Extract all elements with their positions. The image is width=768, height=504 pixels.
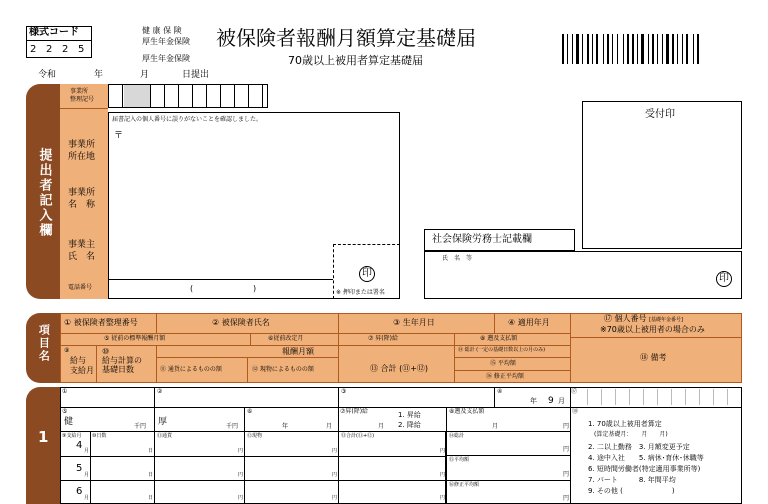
average-label: ⑮平均額 bbox=[449, 457, 470, 463]
month-col-label: ⑨支給月 bbox=[62, 433, 82, 439]
apply-year: 年 bbox=[530, 397, 537, 405]
phone-label: 電話番号 bbox=[68, 284, 93, 291]
col-average: ⑮ 平均額 bbox=[490, 360, 516, 367]
form-code-digit: 5 bbox=[78, 44, 85, 55]
col-currency: ⑪ 通貨によるものの額 bbox=[160, 366, 222, 373]
barcode-stripe bbox=[666, 34, 669, 64]
col-insured-name: ② 被保険者氏名 bbox=[212, 318, 270, 327]
retro-yen: 円 bbox=[563, 423, 570, 430]
barcode-stripe bbox=[607, 34, 609, 64]
form-code-digit: 2 bbox=[46, 44, 53, 55]
barcode-stripe bbox=[582, 34, 583, 64]
adjusted-average-label: ⑯修正平均額 bbox=[449, 482, 480, 488]
field-num-18: ⑱ bbox=[572, 408, 579, 415]
yen-unit: 円 bbox=[238, 472, 244, 478]
barcode-stripe bbox=[567, 34, 568, 64]
thousand-yen: 千円 bbox=[226, 423, 239, 430]
yen-unit: 円 bbox=[440, 472, 446, 478]
yen-unit: 円 bbox=[332, 448, 338, 454]
remark-line: 9. その他 ( ) bbox=[588, 487, 675, 495]
row-number: 1 bbox=[38, 428, 49, 446]
field-num-3: ③ bbox=[341, 388, 347, 395]
office-address-label: 事業所 所在地 bbox=[68, 140, 96, 162]
owner-name-label: 事業主 氏 名 bbox=[68, 240, 96, 262]
yen-unit: 円 bbox=[332, 472, 338, 478]
yen-unit: 円 bbox=[238, 448, 244, 454]
yen-unit: 円 bbox=[440, 495, 446, 501]
days-unit: 日 bbox=[148, 448, 154, 454]
days-col-label: ⑩日数 bbox=[92, 433, 107, 439]
columns-section-label: 項目名 bbox=[37, 324, 51, 363]
col-individual-number: ⑰ 個人番号 [基礎年金番号] bbox=[604, 314, 683, 323]
office-name-label: 事業所 名 称 bbox=[68, 188, 96, 210]
apply-month-value: 9 bbox=[548, 396, 554, 406]
date-year: 年 bbox=[94, 70, 104, 80]
field-num-6: ⑥ bbox=[247, 408, 253, 415]
barcode bbox=[562, 34, 742, 64]
health-label: 健 bbox=[64, 417, 74, 427]
days-unit: 日 bbox=[148, 495, 154, 501]
barcode-stripe bbox=[576, 34, 579, 64]
yen-unit: 円 bbox=[440, 448, 446, 454]
col-remarks: ⑱ 備考 bbox=[640, 353, 667, 362]
grand-total-label: ⑭総計 bbox=[449, 433, 465, 439]
col-grand-total: ⑭ 総計 (一定の基礎日数以上の月のみ) bbox=[458, 347, 546, 353]
remark-line: (算定基礎月： 月 月) bbox=[594, 431, 668, 438]
yen-unit: 円 bbox=[238, 495, 244, 501]
barcode-stripe bbox=[572, 34, 573, 64]
col-birth-date: ③ 生年月日 bbox=[393, 318, 435, 327]
month-value: 6 bbox=[76, 486, 83, 497]
remark-line: 2. 二以上勤務 3. 月額変更予定 bbox=[588, 443, 690, 451]
col-prev-revision: ⑥従前改定月 bbox=[268, 335, 304, 342]
apply-month: 月 bbox=[558, 397, 565, 405]
submitter-section-label: 提出者記入欄 bbox=[36, 148, 52, 238]
pension-label: 厚 bbox=[158, 417, 168, 427]
month-value: 4 bbox=[76, 440, 83, 451]
barcode-stripe bbox=[627, 34, 629, 64]
receipt-stamp-box bbox=[582, 101, 742, 249]
col-prev-standard: ⑤ 従前の標準報酬月額 bbox=[104, 335, 166, 342]
adjusted-average-yen: 円 bbox=[563, 495, 570, 502]
office-code-label: 事業所 整理記号 bbox=[70, 88, 95, 103]
barcode-stripe bbox=[657, 34, 658, 64]
raise-month: 月 bbox=[378, 423, 385, 430]
form-code-label: 様式コード bbox=[29, 27, 79, 38]
retro-month: 月 bbox=[492, 423, 499, 430]
col-pay-month: 給与 支給月 bbox=[70, 356, 94, 375]
barcode-stripe bbox=[693, 34, 694, 64]
monthly-grid bbox=[60, 431, 446, 504]
col-retro-pay: ⑧ 遡及支払額 bbox=[480, 335, 518, 342]
field-num-8: ⑧遡及支払額 bbox=[449, 408, 485, 415]
date-month: 月 bbox=[140, 70, 150, 80]
insurance-type-line: 厚生年金保険 bbox=[142, 54, 190, 63]
lower-option: 2. 降給 bbox=[398, 421, 421, 429]
barcode-stripe bbox=[697, 34, 699, 64]
remark-line: 7. パート 8. 年間平均 bbox=[588, 476, 676, 484]
barcode-stripe bbox=[612, 34, 613, 64]
barcode-stripe bbox=[632, 34, 634, 64]
date-era: 令和 bbox=[38, 70, 57, 80]
total-col-label: ⑬合計(⑪+⑫) bbox=[341, 433, 375, 439]
col-in-kind: ⑫ 現物によるものの額 bbox=[252, 366, 314, 373]
barcode-stripe bbox=[672, 34, 674, 64]
form-code-digit: 2 bbox=[30, 44, 37, 55]
barcode-stripe bbox=[617, 34, 618, 64]
average-yen: 円 bbox=[563, 471, 570, 478]
barcode-stripe bbox=[677, 34, 678, 64]
days-unit: 日 bbox=[148, 472, 154, 478]
col-pay-month-num: ⑨ bbox=[64, 347, 70, 354]
labor-consultant-seal: 印 bbox=[716, 271, 732, 287]
grand-total-yen: 円 bbox=[563, 446, 570, 453]
col-raise: ⑦ 昇(降)給 bbox=[368, 335, 398, 342]
barcode-stripe bbox=[682, 34, 683, 64]
field-num-17: ⑰ bbox=[571, 388, 578, 395]
seal-note: ※ 押印または署名 bbox=[336, 289, 385, 296]
thousand-yen: 千円 bbox=[134, 423, 147, 430]
barcode-stripe bbox=[652, 34, 654, 64]
phone-paren-open: ( bbox=[190, 284, 194, 293]
yen-unit: 円 bbox=[332, 495, 338, 501]
barcode-stripe bbox=[603, 34, 604, 64]
col-apply-month: ④ 適用年月 bbox=[508, 318, 550, 327]
phone-paren-close: ) bbox=[253, 284, 257, 293]
barcode-stripe bbox=[648, 34, 649, 64]
remark-line: 4. 途中入社 5. 病休･育休･休職等 bbox=[588, 454, 704, 462]
individual-number-boxes bbox=[574, 389, 738, 405]
month-unit: 月 bbox=[84, 472, 90, 478]
month-unit: 月 bbox=[84, 495, 90, 501]
col-adjusted-average: ⑯ 修正平均額 bbox=[486, 373, 524, 380]
field-num-7: ⑦昇(降)給 bbox=[340, 408, 369, 415]
barcode-stripe bbox=[562, 34, 564, 64]
col-base-days: ⑩ 給与計算の 基礎日数 bbox=[102, 347, 142, 375]
form-subtitle: 70歳以上被用者算定基礎届 bbox=[288, 54, 423, 67]
barcode-stripe bbox=[637, 34, 638, 64]
labor-consultant-name-label: 氏 名 等 bbox=[442, 255, 473, 262]
month-unit: 月 bbox=[84, 448, 90, 454]
postal-mark: 〒 bbox=[114, 131, 124, 141]
prev-revision-year: 年 bbox=[282, 423, 289, 430]
barcode-stripe bbox=[587, 34, 589, 64]
date-day: 日提出 bbox=[182, 70, 210, 80]
insurance-type-line: 健 康 保 険 bbox=[142, 26, 182, 35]
prev-revision-month: 月 bbox=[326, 423, 333, 430]
form-code-digit: 2 bbox=[62, 44, 69, 55]
currency-col-label: ⑪通貨 bbox=[157, 433, 173, 439]
field-num-2: ② bbox=[157, 388, 163, 395]
barcode-stripe bbox=[686, 34, 688, 64]
form-title: 被保険者報酬月額算定基礎届 bbox=[216, 26, 476, 50]
barcode-stripe bbox=[623, 34, 624, 64]
labor-consultant-title: 社会保険労務士記載欄 bbox=[432, 234, 532, 245]
field-num-1: ① bbox=[62, 388, 68, 395]
field-num-4: ④ bbox=[497, 388, 503, 395]
barcode-stripe bbox=[592, 34, 593, 64]
insurance-type-line: 厚生年金保険 bbox=[142, 37, 190, 46]
raise-option: 1. 昇給 bbox=[398, 411, 421, 419]
remark-line: 6. 短時間労働者(特定適用事業所等) bbox=[588, 465, 701, 473]
barcode-stripe bbox=[641, 34, 644, 64]
col-monthly-pay: 報酬月額 bbox=[282, 347, 314, 356]
in-kind-col-label: ⑫現物 bbox=[247, 433, 263, 439]
seal-mark: 印 bbox=[359, 266, 375, 282]
confirm-note: 届書記入の個人番号に誤りがないことを確認しました。 bbox=[112, 116, 263, 123]
col-total: ⑬ 合計 (⑪+⑫) bbox=[370, 364, 429, 373]
col-individual-number-note: ※70歳以上被用者の場合のみ bbox=[600, 325, 705, 334]
barcode-stripe bbox=[662, 34, 663, 64]
receipt-stamp-label: 受付印 bbox=[645, 109, 675, 120]
month-value: 5 bbox=[76, 463, 83, 474]
field-num-5: ⑤ bbox=[62, 408, 68, 415]
remark-line: 1. 70歳以上被用者算定 bbox=[588, 420, 662, 428]
barcode-stripe bbox=[596, 34, 598, 64]
col-insured-number: ① 被保険者整理番号 bbox=[64, 318, 138, 327]
